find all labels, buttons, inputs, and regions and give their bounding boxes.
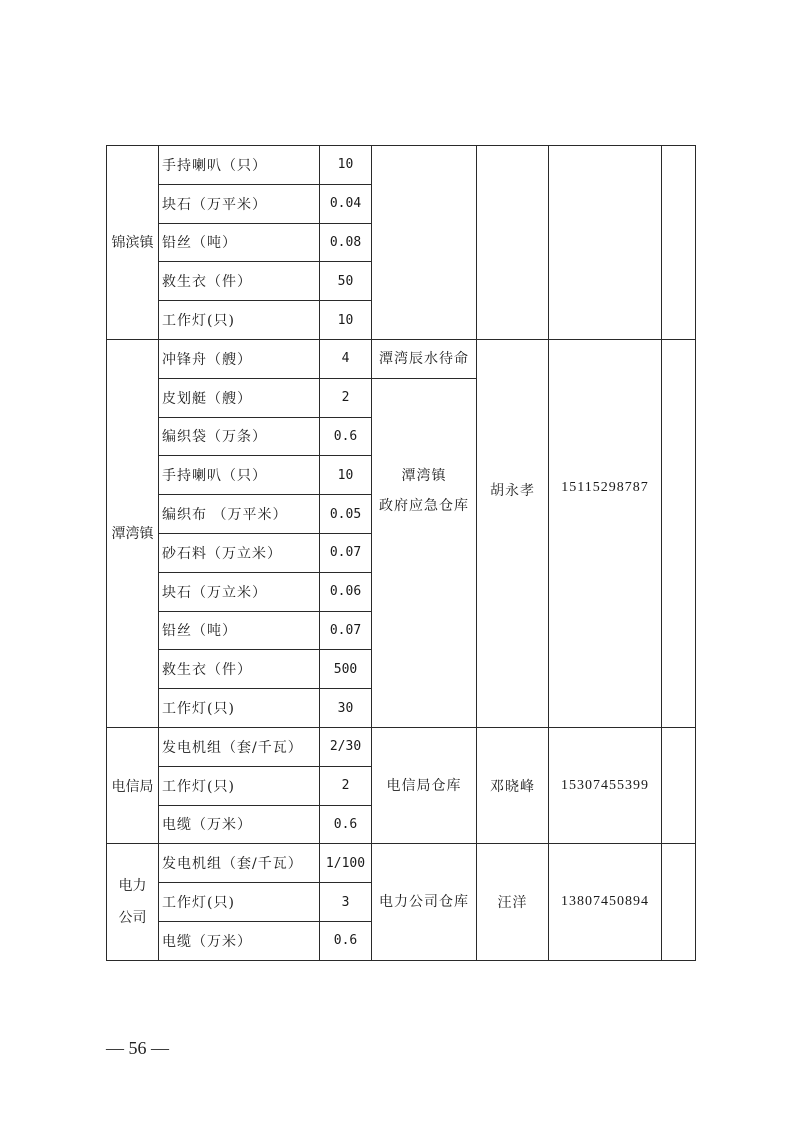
item-name: 冲锋舟（艘） [159, 339, 320, 378]
item-name: 电缆（万米） [159, 921, 320, 960]
table-row [107, 844, 696, 883]
item-qty: 2 [320, 378, 372, 417]
item-qty: 2 [320, 766, 372, 805]
town-name-line: 电力 [118, 878, 147, 895]
item-qty: 10 [320, 146, 372, 185]
item-qty: 4 [320, 339, 372, 378]
contact-person: 汪洋 [477, 844, 549, 960]
item-name: 铅丝（吨） [159, 611, 320, 650]
page-number: — 56 — [106, 1038, 169, 1058]
item-name: 发电机组（套/千瓦） [159, 844, 320, 883]
item-qty: 0.6 [320, 805, 372, 844]
item-name: 工作灯(只) [159, 883, 320, 922]
item-qty: 2/30 [320, 727, 372, 766]
town-name-line: 公司 [118, 910, 147, 927]
item-name: 手持喇叭（只） [159, 146, 320, 185]
town-name: 电信局 [107, 727, 159, 843]
item-name: 电缆（万米） [159, 805, 320, 844]
item-name: 救生衣（件） [159, 262, 320, 301]
table-row [107, 727, 696, 766]
contact-person: 邓晓峰 [477, 727, 549, 843]
item-qty: 30 [320, 689, 372, 728]
phone-cell [549, 146, 662, 340]
item-name: 铅丝（吨） [159, 223, 320, 262]
contact-phone: 15307455399 [549, 727, 662, 843]
remarks-cell [662, 146, 696, 340]
item-name: 救生衣（件） [159, 650, 320, 689]
item-qty: 0.07 [320, 533, 372, 572]
item-qty: 1/100 [320, 844, 372, 883]
item-qty: 0.04 [320, 184, 372, 223]
location-line: 政府应急仓库 [379, 497, 469, 514]
location-warehouse: 电力公司仓库 [372, 844, 477, 960]
item-name: 砂石料（万立米） [159, 533, 320, 572]
item-name: 工作灯(只) [159, 766, 320, 805]
item-name: 块石（万立米） [159, 572, 320, 611]
contact-phone: 15115298787 [549, 339, 662, 727]
item-name: 皮划艇（艘） [159, 378, 320, 417]
town-name: 潭湾镇 [107, 339, 159, 727]
table-row [107, 146, 696, 185]
item-qty: 0.08 [320, 223, 372, 262]
remarks-cell [662, 844, 696, 960]
item-name: 编织袋（万条） [159, 417, 320, 456]
item-qty: 0.6 [320, 417, 372, 456]
item-qty: 0.05 [320, 495, 372, 534]
table-row [107, 339, 696, 378]
town-name: 锦滨镇 [107, 146, 159, 340]
item-qty: 0.06 [320, 572, 372, 611]
supplies-table [106, 145, 696, 961]
contact-person: 胡永孝 [477, 339, 549, 727]
remarks-cell [662, 339, 696, 727]
item-name: 编织布 （万平米） [159, 495, 320, 534]
item-qty: 50 [320, 262, 372, 301]
item-qty: 10 [320, 301, 372, 340]
location-top: 潭湾辰水待命 [372, 339, 477, 378]
remarks-cell [662, 727, 696, 843]
item-name: 块石（万平米） [159, 184, 320, 223]
location-line: 潭湾镇 [401, 467, 447, 484]
location-warehouse [372, 378, 477, 727]
item-name: 工作灯(只) [159, 301, 320, 340]
item-qty: 3 [320, 883, 372, 922]
item-name: 工作灯(只) [159, 689, 320, 728]
item-qty: 0.07 [320, 611, 372, 650]
person-cell [477, 146, 549, 340]
location-warehouse: 电信局仓库 [372, 727, 477, 843]
town-name [107, 844, 159, 960]
item-qty: 0.6 [320, 921, 372, 960]
location-cell [372, 146, 477, 340]
item-qty: 10 [320, 456, 372, 495]
item-qty: 500 [320, 650, 372, 689]
item-name: 发电机组（套/千瓦） [159, 727, 320, 766]
item-name: 手持喇叭（只） [159, 456, 320, 495]
contact-phone: 13807450894 [549, 844, 662, 960]
